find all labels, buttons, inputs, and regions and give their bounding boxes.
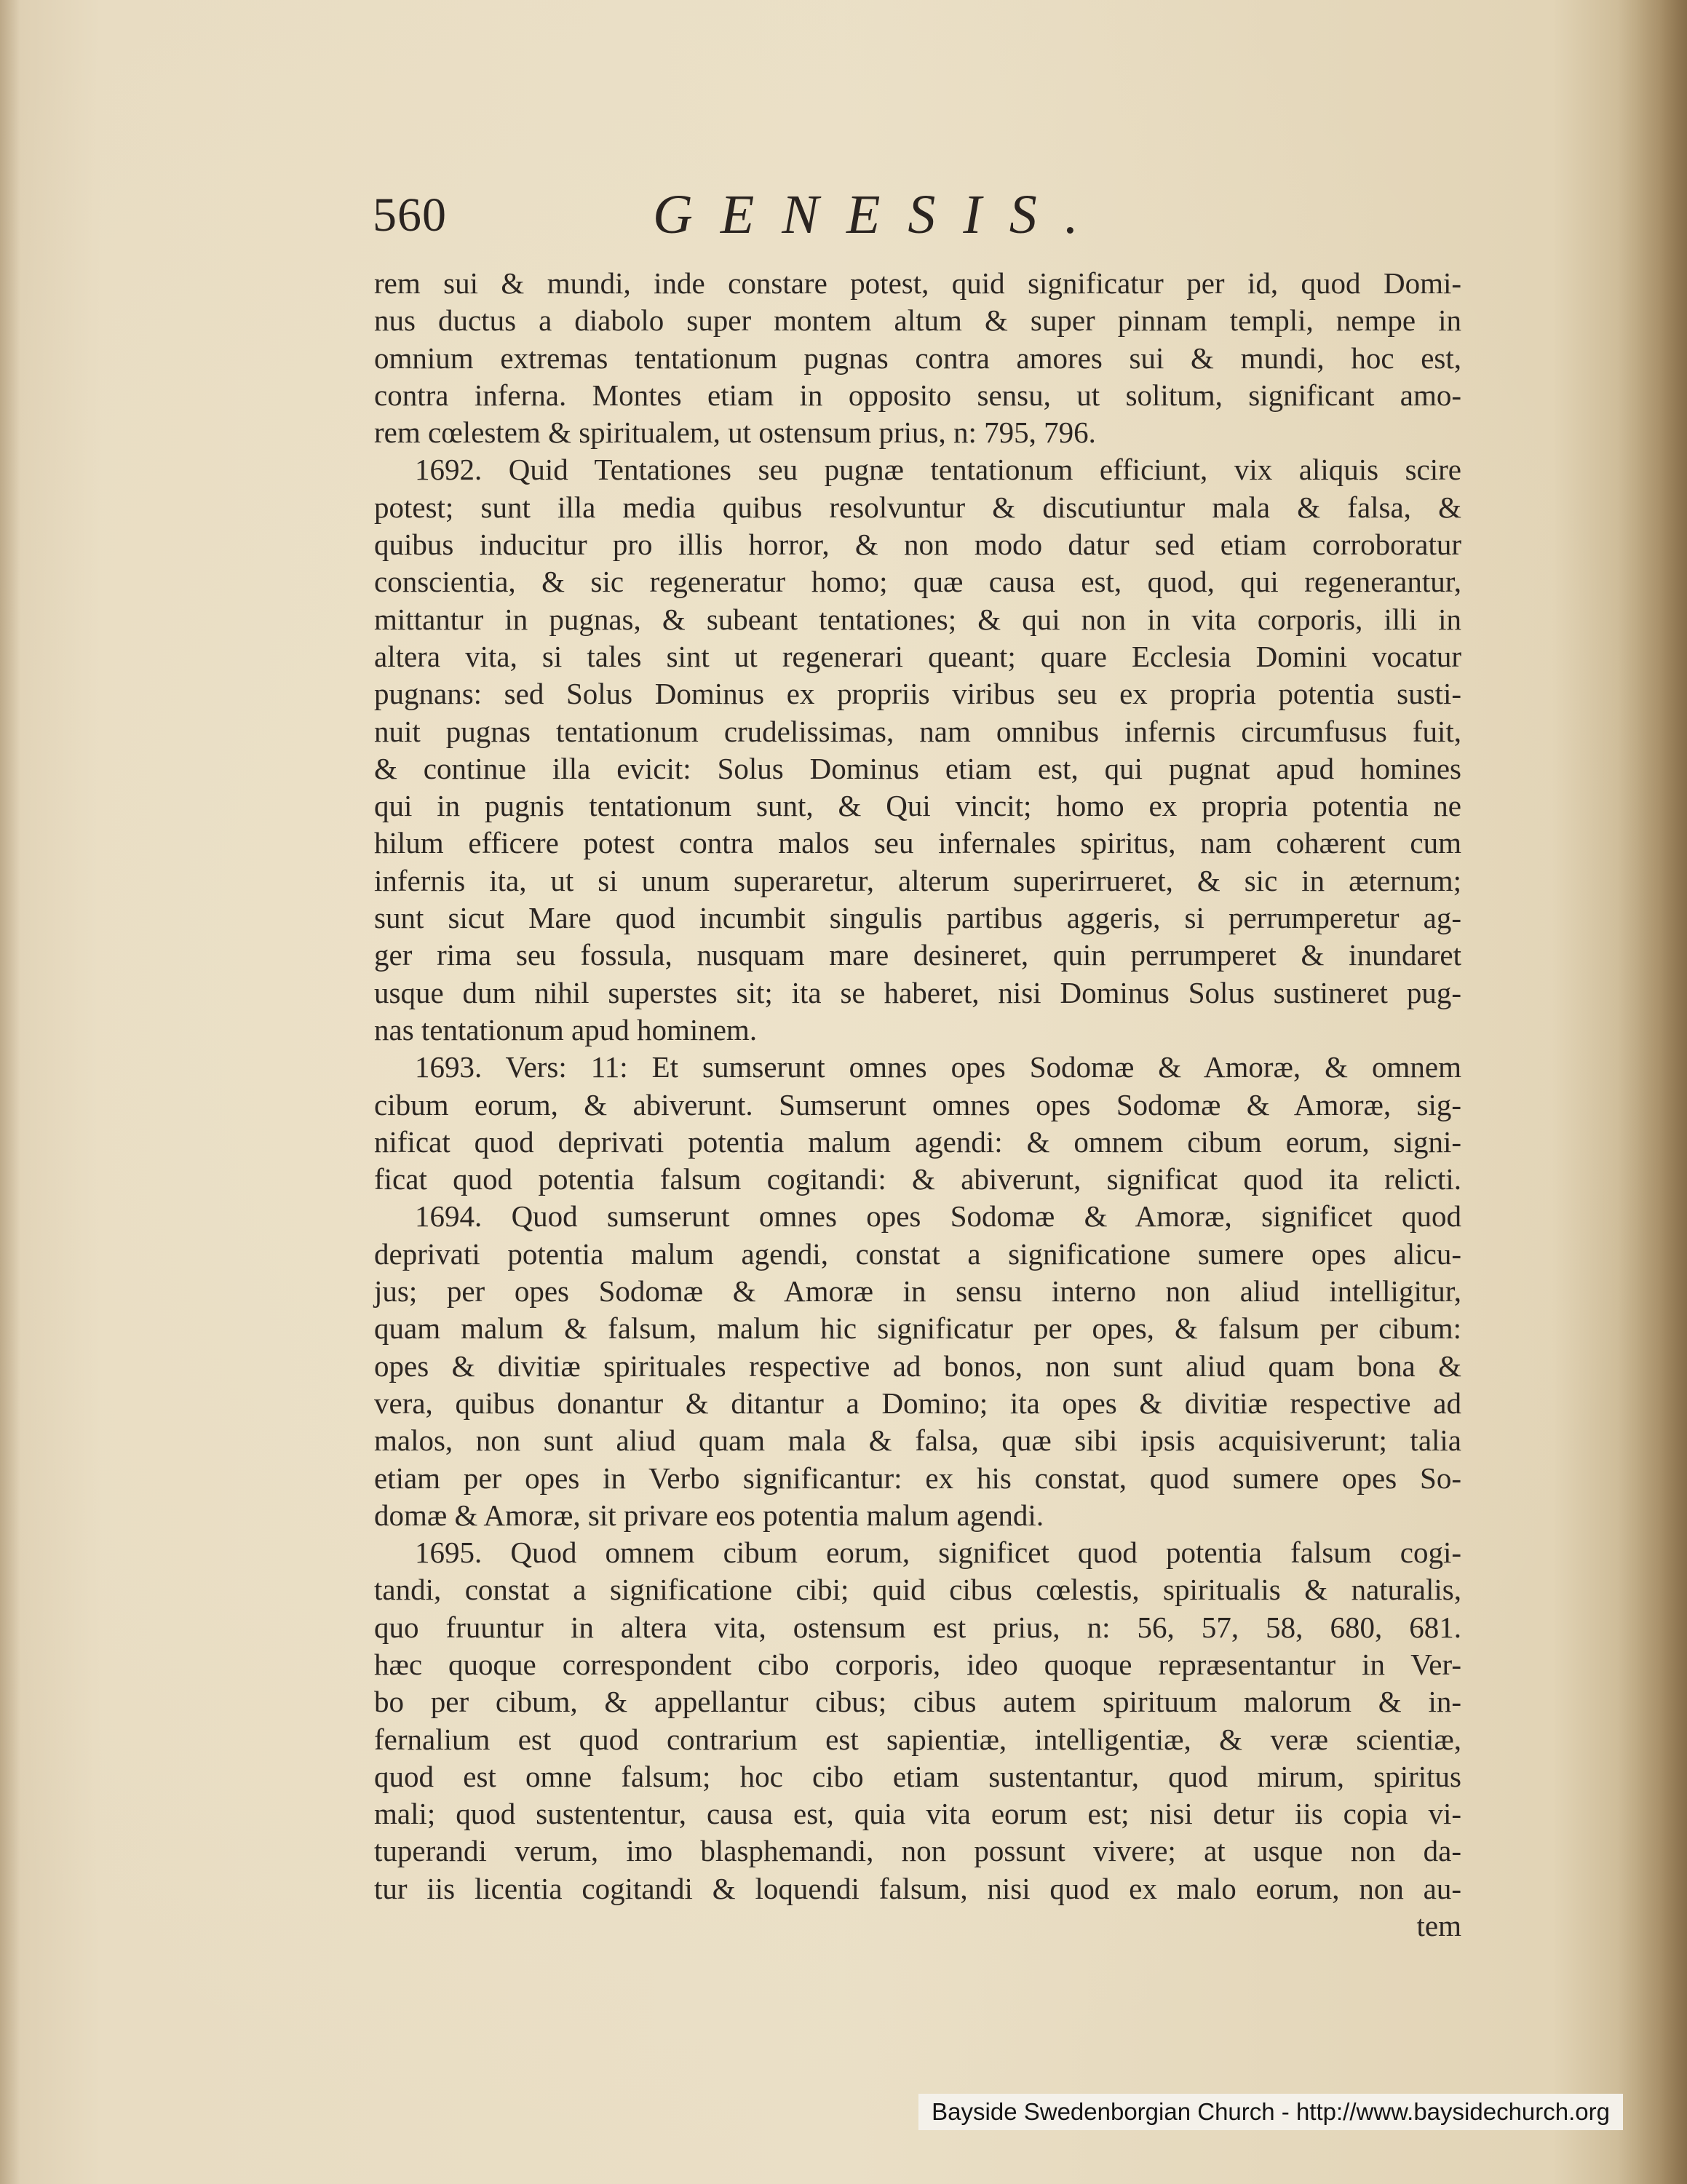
text-line: rem sui & mundi, inde constare potest, quid significatur per id, quod Domi- (374, 266, 1461, 300)
text-line: usque dum nihil superstes sit; ita se haberet, nisi Dominus Solus sustineret pug- (374, 975, 1461, 1009)
body-text (374, 265, 1461, 1945)
text-line: nuit pugnas tentationum crudelissimas, nam omnibus infernis circumfusus fuit, (374, 714, 1461, 748)
page-number: 560 (373, 188, 447, 242)
text-line: vera, quibus donantur & ditantur a Domino; ita opes & divitiæ respective ad (374, 1386, 1461, 1420)
text-line: tem (1416, 1909, 1461, 1943)
text-line: rem cœlestem & spiritualem, ut ostensum prius, n: 795, 796. (374, 416, 1096, 450)
text-line: tandi, constat a significatione cibi; quid cibus cœlestis, spiritualis & naturalis, (374, 1573, 1461, 1607)
text-line: & continue illa evicit: Solus Dominus etiam est, qui pugnat apud homines (374, 751, 1461, 785)
text-line: bo per cibum, & appellantur cibus; cibus autem spirituum malorum & in- (374, 1685, 1461, 1719)
text-line: tuperandi verum, imo blasphemandi, non possunt vivere; at usque non da- (374, 1834, 1461, 1868)
text-line: sunt sicut Mare quod incumbit singulis partibus aggeris, si perrumperetur ag- (374, 901, 1461, 935)
text-line: qui in pugnis tentationum sunt, & Qui vincit; homo ex propria potentia ne (374, 789, 1461, 823)
text-line: potest; sunt illa media quibus resolvuntur & discutiuntur mala & falsa, & (374, 490, 1461, 524)
page-left-edge (0, 0, 20, 2184)
text-line: mittantur in pugnas, & subeant tentationes; & qui non in vita corporis, illi in (374, 602, 1461, 636)
text-line: domæ & Amoræ, sit privare eos potentia malum agendi. (374, 1498, 1044, 1532)
text-line: pugnans: sed Solus Dominus ex propriis viribus seu ex propria potentia susti- (374, 677, 1461, 711)
text-line: nificat quod deprivati potentia malum agendi: & omnem cibum eorum, signi- (374, 1124, 1461, 1159)
text-line: quo fruuntur in altera vita, ostensum est prius, n: 56, 57, 58, 680, 681. (374, 1610, 1461, 1644)
text-line: omnium extremas tentationum pugnas contra amores sui & mundi, hoc est, (374, 341, 1461, 375)
text-line: ficat quod potentia falsum cogitandi: & abiverunt, significat quod ita relicti. (374, 1162, 1461, 1196)
text-line: 1693. Vers: 11: Et sumserunt omnes opes Sodomæ & Amoræ, & omnem (415, 1050, 1461, 1084)
text-line: 1695. Quod omnem cibum eorum, significet quod potentia falsum cogi- (415, 1536, 1461, 1570)
text-line: altera vita, si tales sint ut regenerari queant; quare Ecclesia Domini vocatur (374, 639, 1461, 673)
text-line: nas tentationum apud hominem. (374, 1012, 758, 1047)
text-line: malos, non sunt aliud quam mala & falsa, quæ sibi ipsis acquisiverunt; talia (374, 1423, 1461, 1458)
text-line: quibus inducitur pro illis horror, & non modo datur sed etiam corroboratur (374, 528, 1461, 562)
text-line: nus ductus a diabolo super montem altum & super pinnam templi, nempe in (374, 303, 1461, 338)
running-header (373, 180, 1464, 246)
text-line: tur iis licentia cogitandi & loquendi falsum, nisi quod ex malo eorum, non au- (374, 1871, 1461, 1905)
text-line: ger rima seu fossula, nusquam mare desineret, quin perrumperet & inundaret (374, 938, 1461, 972)
text-line: deprivati potentia malum agendi, constat a significatione sumere opes alicu- (374, 1236, 1461, 1271)
text-line: etiam per opes in Verbo significantur: ex his constat, quod sumere opes So- (374, 1461, 1461, 1495)
text-line: 1692. Quid Tentationes seu pugnæ tentationum efficiunt, vix aliquis scire (415, 453, 1461, 487)
text-line: contra inferna. Montes etiam in opposito sensu, ut solitum, significant amo- (374, 378, 1461, 412)
text-line: quam malum & falsum, malum hic significatur per opes, & falsum per cibum: (374, 1311, 1461, 1346)
text-line: jus; per opes Sodomæ & Amoræ in sensu interno non aliud intelligitur, (374, 1274, 1461, 1309)
text-line: opes & divitiæ spirituales respective ad bonos, non sunt aliud quam bona & (374, 1349, 1461, 1383)
text-line: fernalium est quod contrarium est sapientiæ, intelligentiæ, & veræ scientiæ, (374, 1722, 1461, 1756)
text-line: hæc quoque correspondent cibo corporis, ideo quoque repræsentantur in Ver- (374, 1647, 1461, 1681)
text-line: cibum eorum, & abiverunt. Sumserunt omnes opes Sodomæ & Amoræ, sig- (374, 1087, 1461, 1121)
text-line: mali; quod sustententur, causa est, quia vita eorum est; nisi detur iis copia vi- (374, 1797, 1461, 1831)
text-line: 1694. Quod sumserunt omnes opes Sodomæ & Amoræ, significet quod (415, 1199, 1461, 1234)
text-line: conscientia, & sic regeneratur homo; quæ causa est, quod, qui regenerantur, (374, 565, 1461, 599)
text-line: infernis ita, ut si unum superaretur, alterum superirrueret, & sic in æternum; (374, 863, 1461, 897)
text-line: hilum efficere potest contra malos seu infernales spiritus, nam cohærent cum (374, 826, 1461, 860)
running-title: GENESIS. (653, 184, 1106, 245)
page-gutter-shadow (1618, 0, 1687, 2184)
watermark-credit[interactable]: Bayside Swedenborgian Church - http://www.baysidechurch.org (918, 2094, 1623, 2130)
text-line: quod est omne falsum; hoc cibo etiam sustentantur, quod mirum, spiritus (374, 1759, 1461, 1793)
